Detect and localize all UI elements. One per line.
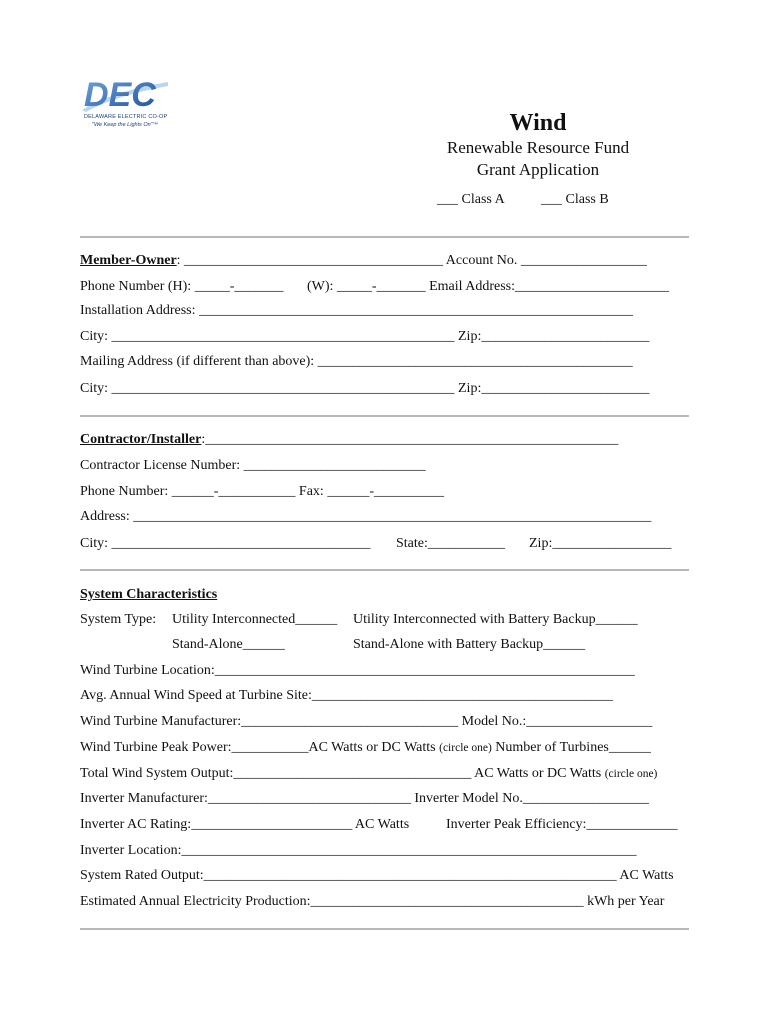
inverter-manufacturer-field[interactable]: Inverter Manufacturer:_____________________________ Inverter Model No.__________________	[80, 791, 649, 806]
wind-speed-field[interactable]: Avg. Annual Wind Speed at Turbine Site:___________________________________________	[80, 688, 613, 703]
dec-logo-icon	[80, 74, 170, 114]
subtitle-fund: Renewable Resource Fund	[446, 138, 630, 157]
inverter-location-field[interactable]: Inverter Location:_________________________________________________________________	[80, 843, 637, 858]
turbine-peak-power-row[interactable]	[80, 740, 651, 756]
turbine-peak-power-field[interactable]: Wind Turbine Peak Power:___________AC Watts or DC Watts	[80, 740, 436, 755]
phone-home-field[interactable]: Phone Number (H): _____-_______	[80, 279, 284, 294]
contractor-phone-fax-field[interactable]: Phone Number: ______-___________ Fax: ______-__________	[80, 484, 444, 499]
divider	[80, 415, 689, 417]
contractor-heading: Contractor/Installer	[80, 432, 202, 447]
option-stand-alone-battery[interactable]: Stand-Alone with Battery Backup______	[353, 637, 586, 652]
member-owner-heading: Member-Owner	[80, 253, 177, 268]
installation-address-field[interactable]: Installation Address: ______________________________________________________________	[80, 303, 633, 318]
system-rated-output-field[interactable]: System Rated Output:___________________________________________________________ AC Watts	[80, 868, 674, 883]
dec-logo	[80, 74, 180, 136]
system-type-label: System Type:	[80, 612, 157, 627]
member-owner-row[interactable]	[80, 253, 647, 269]
turbine-location-field[interactable]: Wind Turbine Location:____________________________________________________________	[80, 663, 635, 678]
option-utility-interconnected[interactable]: Utility Interconnected______	[172, 612, 338, 627]
total-output-field[interactable]: Total Wind System Output:__________________________________ AC Watts or DC Watts	[80, 766, 602, 781]
option-utility-battery[interactable]: Utility Interconnected with Battery Backup______	[353, 612, 638, 627]
city-zip-field[interactable]: City: _________________________________________________ Zip:________________________	[80, 329, 650, 344]
divider	[80, 569, 689, 571]
page-title: Wind	[509, 110, 567, 136]
total-output-row[interactable]	[80, 766, 657, 782]
contractor-fill[interactable]: :___________________________________________________________	[201, 432, 619, 447]
divider	[80, 236, 689, 238]
inverter-efficiency-field[interactable]: Inverter Peak Efficiency:_____________	[446, 817, 678, 832]
phone-work-email-field[interactable]: (W): _____-_______ Email Address:______________________	[307, 279, 670, 294]
mailing-city-zip-field[interactable]: City: _________________________________________________ Zip:________________________	[80, 381, 650, 396]
contractor-row[interactable]	[80, 432, 618, 448]
inverter-ac-rating-field[interactable]: Inverter AC Rating:_______________________ AC Watts	[80, 817, 410, 832]
mailing-address-field[interactable]: Mailing Address (if different than above): _____________________________________________	[80, 354, 633, 369]
subtitle-application: Grant Application	[476, 160, 600, 179]
class-a-field[interactable]: ___ Class A	[437, 192, 505, 207]
number-of-turbines-field[interactable]: Number of Turbines______	[495, 740, 651, 755]
annual-production-field[interactable]: Estimated Annual Electricity Production:_______________________________________ kWh per Year	[80, 894, 665, 909]
logo-org-name: DELAWARE ELECTRIC CO-OP	[84, 114, 168, 120]
turbine-manufacturer-field[interactable]: Wind Turbine Manufacturer:_______________________________ Model No.:__________________	[80, 714, 653, 729]
contractor-city-field[interactable]: City: _____________________________________	[80, 536, 371, 551]
contractor-address-field[interactable]: Address: __________________________________________________________________________	[80, 509, 652, 524]
circle-one-note: (circle one)	[604, 768, 658, 780]
option-stand-alone[interactable]: Stand-Alone______	[172, 637, 285, 652]
logo-tagline: "We Keep the Lights On"™	[92, 122, 159, 128]
divider	[80, 928, 689, 930]
contractor-license-field[interactable]: Contractor License Number: __________________________	[80, 458, 426, 473]
class-b-field[interactable]: ___ Class B	[541, 192, 609, 207]
member-owner-fill[interactable]: : _____________________________________ Account No. __________________	[176, 253, 647, 268]
circle-one-note: (circle one)	[439, 742, 492, 754]
system-heading: System Characteristics	[80, 587, 218, 602]
contractor-state-field[interactable]: State:___________	[396, 536, 505, 551]
svg-text:DEC: DEC	[84, 76, 156, 114]
contractor-zip-field[interactable]: Zip:_________________	[529, 536, 672, 551]
